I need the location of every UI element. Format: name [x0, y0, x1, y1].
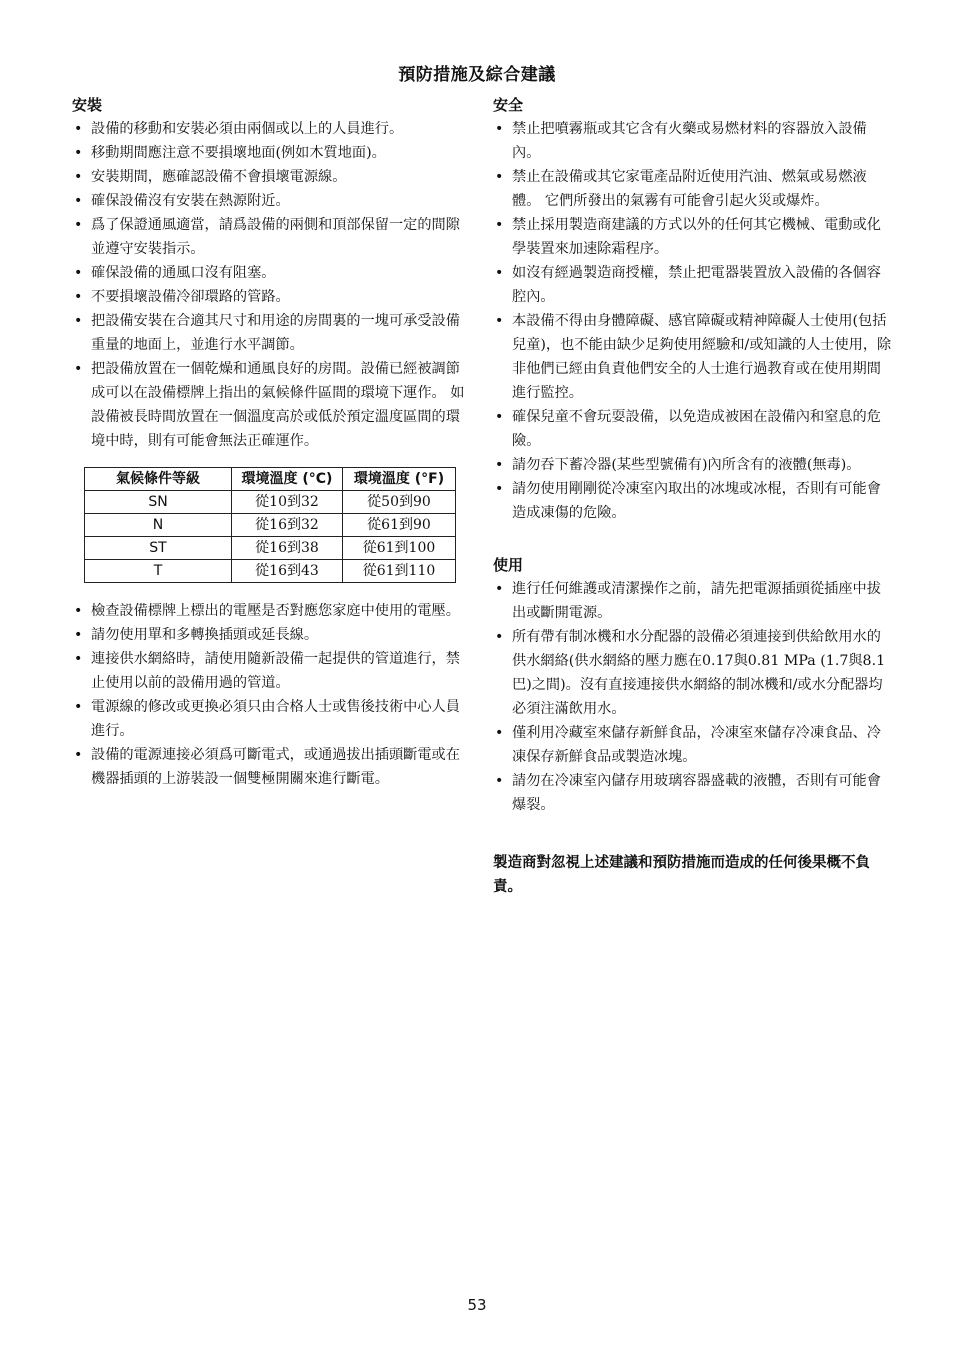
table-cell: 從61到90: [343, 514, 456, 537]
list-item: [72, 695, 472, 743]
safety-list: [493, 117, 893, 525]
list-item: [72, 623, 472, 647]
list-item-text: 如沒有經過製造商授權，禁止把電器裝置放入設備的各個容腔內。: [512, 265, 881, 305]
list-item: [72, 357, 472, 453]
list-item-text: 請勿吞下蓄冷器(某些型號備有)內所含有的液體(無毒)。: [512, 457, 861, 473]
climate-class-table: [84, 467, 456, 583]
list-item-text: 請勿在冷凍室內儲存用玻璃容器盛載的液體，否則有可能會爆裂。: [512, 773, 881, 813]
list-item: [72, 647, 472, 695]
bullet-icon: •: [495, 409, 504, 425]
list-item: [493, 453, 893, 477]
table-header-cell: 環境溫度 (°F): [343, 468, 456, 491]
list-item: [72, 743, 472, 791]
list-item-text: 移動期間應注意不要損壞地面(例如木質地面)。: [91, 145, 386, 161]
manufacturer-disclaimer: 製造商對忽視上述建議和預防措施而造成的任何後果概不負責。: [493, 855, 870, 895]
table-cell: T: [85, 560, 232, 583]
list-item: [72, 309, 472, 357]
list-item-text: 禁止採用製造商建議的方式以外的任何其它機械、電動或化學裝置來加速除霜程序。: [512, 217, 881, 257]
list-item-text: 確保設備的通風口沒有阻塞。: [91, 265, 276, 281]
list-item-text: 不要損壞設備冷卻環路的管路。: [91, 289, 290, 305]
list-item: [493, 477, 893, 525]
list-item-text: 連接供水網絡時，請使用隨新設備一起提供的管道進行，禁止使用以前的設備用過的管道。: [91, 651, 460, 691]
bullet-icon: •: [495, 313, 504, 329]
list-item: [493, 213, 893, 261]
bullet-icon: •: [74, 217, 83, 233]
list-item-text: 僅利用冷藏室來儲存新鮮食品，冷凍室來儲存冷凍食品、冷凍保存新鮮食品或製造冰塊。: [512, 725, 881, 765]
list-item-text: 設備的移動和安裝必須由兩個或以上的人員進行。: [91, 121, 404, 137]
bullet-icon: •: [74, 361, 83, 377]
table-header-cell: 氣候條件等級: [85, 468, 232, 491]
bullet-icon: •: [74, 747, 83, 763]
page-title: 預防措施及綜合建議: [398, 65, 556, 85]
bullet-icon: •: [74, 313, 83, 329]
bullet-icon: •: [74, 193, 83, 209]
table-cell: N: [85, 514, 232, 537]
list-item-text: 爲了保證通風適當，請爲設備的兩側和頂部保留一定的間隙並遵守安裝指示。: [91, 217, 460, 257]
bullet-icon: •: [74, 169, 83, 185]
list-item: [493, 625, 893, 721]
list-item: [72, 117, 472, 141]
list-item: [493, 117, 893, 165]
bullet-icon: •: [495, 629, 504, 645]
list-item: [72, 261, 472, 285]
bullet-icon: •: [74, 289, 83, 305]
list-item: [493, 721, 893, 769]
install-list: [72, 117, 472, 453]
table-cell: 從10到32: [232, 491, 343, 514]
list-item: [493, 261, 893, 309]
section-spacer: [493, 525, 893, 555]
list-item: [493, 309, 893, 405]
bullet-icon: •: [495, 725, 504, 741]
page-number: 53: [467, 1296, 487, 1314]
list-item-text: 檢查設備標牌上標出的電壓是否對應您家庭中使用的電壓。: [91, 603, 460, 619]
table-cell: 從16到43: [232, 560, 343, 583]
bullet-icon: •: [495, 481, 504, 497]
list-item-text: 禁止把噴霧瓶或其它含有火藥或易燃材料的容器放入設備內。: [512, 121, 867, 161]
list-item-text: 確保設備沒有安裝在熱源附近。: [91, 193, 290, 209]
table-cell: 從16到38: [232, 537, 343, 560]
table-cell: 從50到90: [343, 491, 456, 514]
safety-heading: 安全: [493, 96, 524, 114]
list-item-text: 進行任何維護或清潔操作之前，請先把電源插頭從插座中拔出或斷開電源。: [512, 581, 881, 621]
list-item: [493, 165, 893, 213]
table-row: [85, 560, 456, 583]
list-item: [493, 405, 893, 453]
left-column: [72, 95, 472, 791]
list-item: [493, 577, 893, 625]
table-cell: ST: [85, 537, 232, 560]
bullet-icon: •: [495, 121, 504, 137]
list-item-text: 把設備放置在一個乾燥和通風良好的房間。設備已經被調節成可以在設備標牌上指出的氣候條件區間的環境下運作。 如設備被長時間放置在一個溫度高於或低於預定溫度區間的環境中時，則有可能會無法正確運作。: [91, 361, 465, 449]
list-item-text: 所有帶有制冰機和水分配器的設備必須連接到供給飲用水的供水網絡(供水網絡的壓力應在0.17與0.81 MPa (1.7與8.1巴)之間)。沒有直接連接供水網絡的制冰機和/或水分配器均必須注滿飲用水。: [512, 629, 886, 717]
right-column: [493, 95, 893, 899]
table-row: [85, 491, 456, 514]
table-cell: SN: [85, 491, 232, 514]
table-header-row: [85, 468, 456, 491]
list-item: [72, 189, 472, 213]
connection-list: [72, 599, 472, 791]
list-item-text: 禁止在設備或其它家電產品附近使用汽油、燃氣或易燃液體。 它們所發出的氣霧有可能會引起火災或爆炸。: [512, 169, 867, 209]
bullet-icon: •: [74, 699, 83, 715]
list-item-text: 確保兒童不會玩耍設備，以免造成被困在設備內和窒息的危險。: [512, 409, 881, 449]
bullet-icon: •: [74, 265, 83, 281]
table-row: [85, 537, 456, 560]
bullet-icon: •: [74, 145, 83, 161]
list-item-text: 把設備安裝在合適其尺寸和用途的房間裏的一塊可承受設備重量的地面上，並進行水平調節。: [91, 313, 460, 353]
bullet-icon: •: [74, 121, 83, 137]
bullet-icon: •: [495, 217, 504, 233]
bullet-icon: •: [495, 457, 504, 473]
table-cell: 從16到32: [232, 514, 343, 537]
list-item: [72, 213, 472, 261]
table-row: [85, 514, 456, 537]
bullet-icon: •: [495, 581, 504, 597]
list-item-text: 安裝期間，應確認設備不會損壞電源線。: [91, 169, 347, 185]
table-cell: 從61到100: [343, 537, 456, 560]
list-item: [493, 769, 893, 817]
bullet-icon: •: [74, 651, 83, 667]
bullet-icon: •: [495, 773, 504, 789]
list-item: [72, 599, 472, 623]
bullet-icon: •: [495, 169, 504, 185]
use-heading: 使用: [493, 556, 524, 574]
bullet-icon: •: [495, 265, 504, 281]
list-item-text: 本設備不得由身體障礙、感官障礙或精神障礙人士使用(包括兒童)，也不能由缺少足夠使用經驗和/或知識的人士使用，除非他們已經由負責他們安全的人士進行過教育或在使用期間進行監控。: [512, 313, 892, 401]
bullet-icon: •: [74, 627, 83, 643]
bullet-icon: •: [74, 603, 83, 619]
list-item-text: 設備的電源連接必須爲可斷電式，或通過拔出插頭斷電或在機器插頭的上游裝設一個雙極開關來進行斷電。: [91, 747, 460, 787]
list-item: [72, 285, 472, 309]
table-header-cell: 環境溫度 (°C): [232, 468, 343, 491]
table-cell: 從61到110: [343, 560, 456, 583]
list-item: [72, 165, 472, 189]
list-item-text: 電源線的修改或更換必須只由合格人士或售後技術中心人員進行。: [91, 699, 460, 739]
list-item: [72, 141, 472, 165]
install-heading: 安裝: [72, 96, 103, 114]
list-item-text: 請勿使用單和多轉換插頭或延長線。: [91, 627, 319, 643]
list-item-text: 請勿使用剛剛從冷凍室內取出的冰塊或冰棍，否則有可能會造成凍傷的危險。: [512, 481, 881, 521]
use-list: [493, 577, 893, 817]
